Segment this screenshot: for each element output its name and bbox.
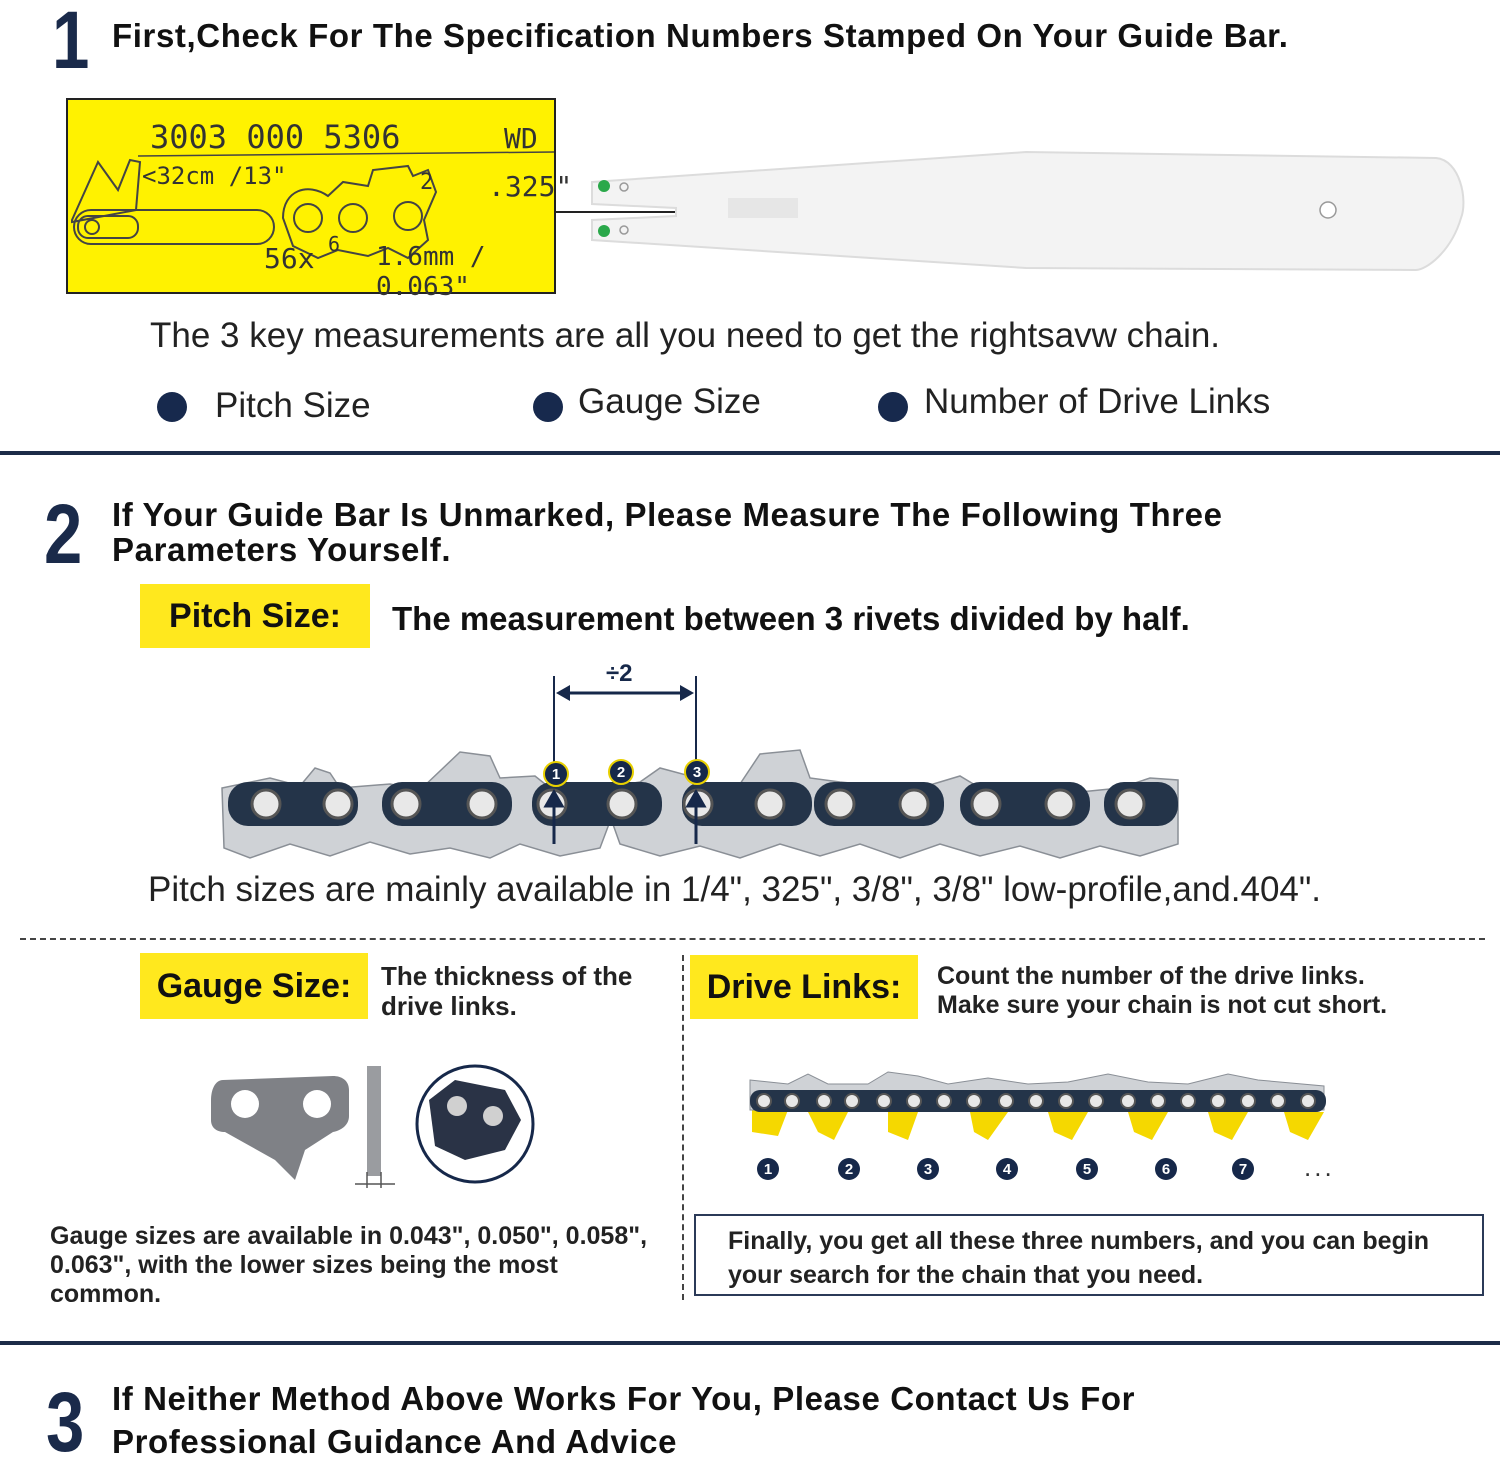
stamp-pitch: .325" <box>488 170 573 203</box>
section-divider <box>0 1341 1500 1345</box>
drive-links-label: Drive Links: <box>690 955 918 1019</box>
bullet-dot <box>878 392 908 422</box>
stamp-drive-links: 56x <box>264 242 315 275</box>
dashed-divider <box>20 938 1485 940</box>
gauge-size-description: The thickness of the drive links. <box>381 961 633 1021</box>
section2-title-line2: Parameters Yourself. <box>112 531 452 568</box>
step-number-2: 2 <box>44 487 83 581</box>
guide-bar-stamp <box>66 98 573 302</box>
rivet-number-1: 1 <box>543 761 569 787</box>
drive-link-count-3: 3 <box>917 1158 939 1180</box>
drive-link-count-7: 7 <box>1232 1158 1254 1180</box>
drive-link-count-4: 4 <box>996 1158 1018 1180</box>
section3-title-line2: Professional Guidance And Advice <box>112 1423 678 1460</box>
drive-link-count-5: 5 <box>1076 1158 1098 1180</box>
gauge-size-label: Gauge Size: <box>140 953 368 1019</box>
gauge-available-text: Gauge sizes are available in 0.043", 0.050", 0.058", 0.063", with the lower sizes being the most common. <box>50 1222 648 1308</box>
rivet-number-2: 2 <box>608 759 634 785</box>
section2-title-line1: If Your Guide Bar Is Unmarked, Please Measure The Following Three <box>112 496 1223 533</box>
bullet-dot <box>157 392 187 422</box>
pitch-available-text: Pitch sizes are mainly available in 1/4", 325", 3/8", 3/8" low-profile,and.404". <box>148 870 1322 909</box>
pitch-size-description: The measurement between 3 rivets divided by half. <box>392 600 1190 637</box>
stamp-part-number: 3003 000 5306 <box>150 118 401 156</box>
dashed-divider-vertical <box>682 955 684 1300</box>
guide-bar-illustration <box>556 130 1500 300</box>
final-note-text: Finally, you get all these three numbers, and you can begin your search for the chain that you need. <box>728 1227 1430 1289</box>
bullet-dot <box>533 392 563 422</box>
measurement-pitch: Pitch Size <box>215 386 371 425</box>
drive-links-chain-illustration <box>748 1070 1328 1142</box>
stamp-gauge: 1.6mm / 0.063" <box>376 242 486 302</box>
gauge-illustration <box>205 1060 545 1190</box>
measurement-drive-links: Number of Drive Links <box>924 382 1271 421</box>
stamp-code: WD <box>504 122 538 155</box>
drive-link-count-6: 6 <box>1155 1158 1177 1180</box>
step-number-1: 1 <box>52 0 90 86</box>
drive-link-shape <box>211 1076 349 1180</box>
stamp-small-6: 6 <box>328 232 341 256</box>
divide-label: ÷2 <box>606 660 633 687</box>
drive-links-description-line1: Count the number of the drive links. <box>937 962 1365 990</box>
section3-title-line1: If Neither Method Above Works For You, Please Contact Us For <box>112 1380 1136 1417</box>
drive-link-ellipsis: ... <box>1304 1152 1335 1182</box>
section-divider <box>0 451 1500 455</box>
step-number-3: 3 <box>46 1375 85 1469</box>
stamp-bar-length: <32cm /13" <box>142 162 287 190</box>
key-measurements-text: The 3 key measurements are all you need to get the rightsavw chain. <box>150 316 1221 355</box>
drive-link-count-1: 1 <box>757 1158 779 1180</box>
drive-link-count-2: 2 <box>838 1158 860 1180</box>
drive-links-description-line2: Make sure your chain is not cut short. <box>937 991 1388 1019</box>
stamp-small-2: 2 <box>420 170 434 195</box>
rivet-number-3: 3 <box>684 759 710 785</box>
measurement-gauge: Gauge Size <box>578 382 761 421</box>
section1-title: First,Check For The Specification Numbers Stamped On Your Guide Bar. <box>112 17 1289 54</box>
pitch-size-label: Pitch Size: <box>140 584 370 648</box>
